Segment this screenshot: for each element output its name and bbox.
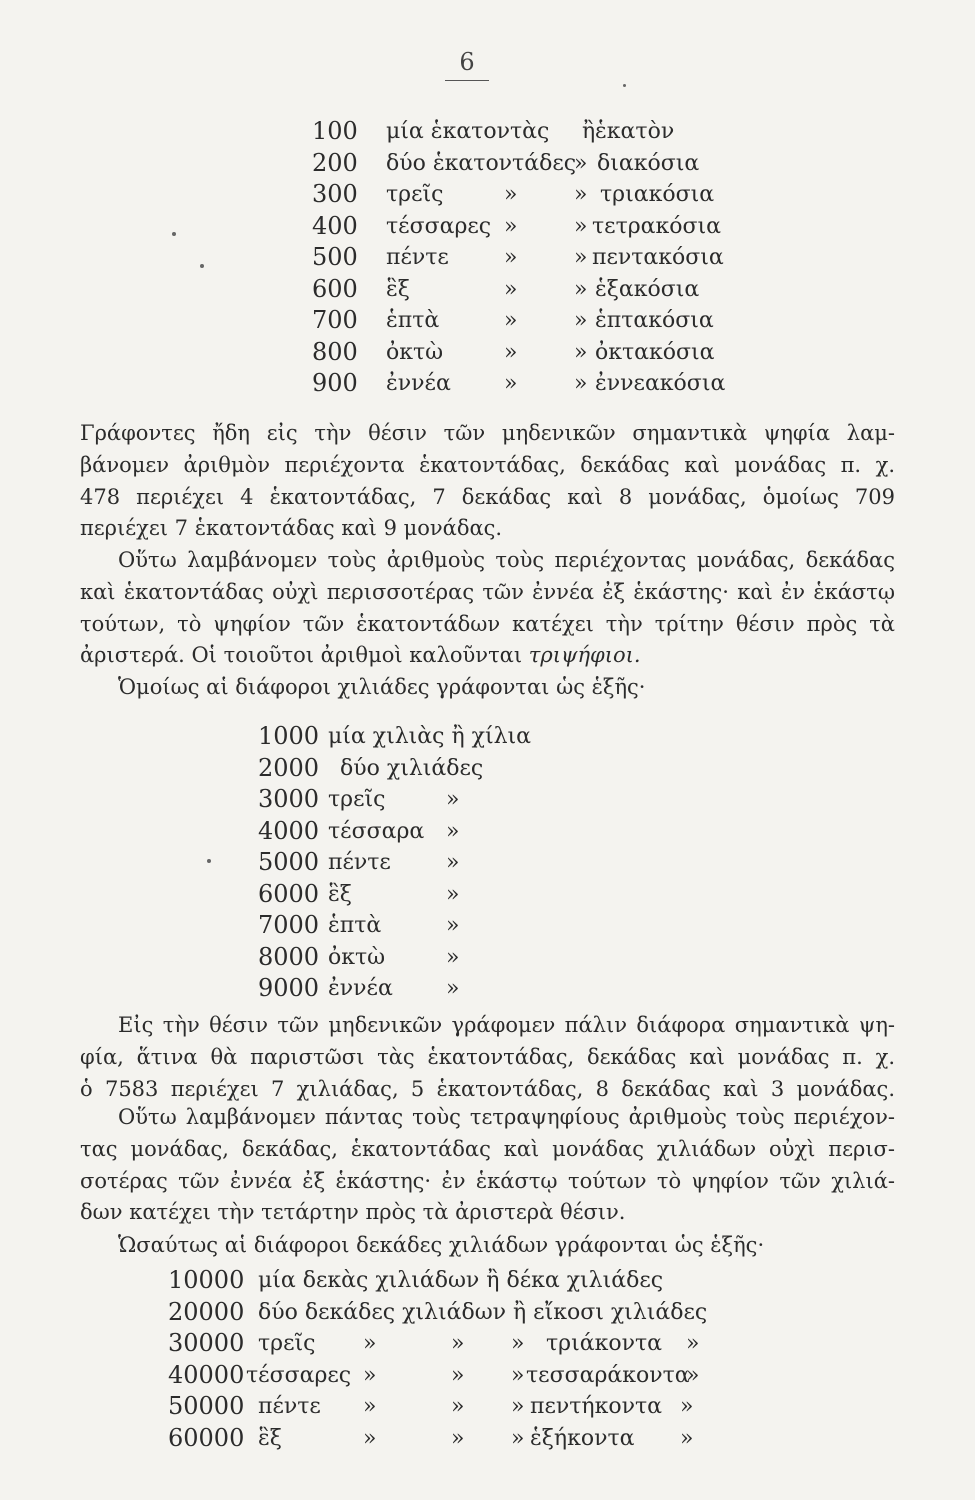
- ditto-mark: »: [446, 787, 460, 812]
- ditto-mark: »: [504, 371, 518, 396]
- text-line: τας μονάδας, δεκάδας, ἑκατοντάδας καὶ μονάδας χιλιάδων οὐχὶ περισ-: [80, 1136, 895, 1161]
- ditto-mark: »: [446, 944, 460, 970]
- text-line: Ὁμοίως αἱ διάφοροι χιλιάδες γράφονται ὡς ἑξῆς·: [118, 675, 646, 699]
- paragraph-6: [80, 1230, 895, 1262]
- table-row: [168, 1297, 728, 1329]
- word-cell: ὀκτὼ: [386, 339, 444, 365]
- tenthousands-table: [168, 1265, 728, 1454]
- table-row: [258, 753, 578, 785]
- table-row: [312, 305, 792, 337]
- table-row: [312, 274, 792, 306]
- ditto-mark: »: [574, 371, 588, 396]
- ditto-mark: »: [504, 339, 518, 365]
- word-cell: μία ἑκατοντὰς: [386, 119, 550, 144]
- number-cell: 8000: [258, 942, 320, 971]
- ditto-mark: »: [511, 1331, 525, 1356]
- ditto-mark: »: [574, 245, 588, 270]
- number-cell: 800: [312, 337, 358, 366]
- page-number: 6: [445, 48, 489, 81]
- text-line: 478 περιέχει 4 ἑκατοντάδας, 7 δεκάδας καὶ 8 μονάδας, ὁμοίως 709: [80, 484, 895, 509]
- word-cell: ἓξ: [328, 881, 352, 907]
- value-cell: πεντακόσια: [592, 245, 724, 270]
- number-cell: 10000: [168, 1266, 245, 1294]
- table-row: [168, 1265, 728, 1297]
- text-line: τούτων, τὸ ψηφίον τῶν ἑκατοντάδων κατέχει τὴν τρίτην θέσιν πρὸς τὰ: [80, 611, 895, 636]
- text-line: Οὕτω λαμβάνομεν τοὺς ἀριθμοὺς τοὺς περιέχοντας μονάδας, δεκάδας: [118, 548, 895, 572]
- table-row: [258, 942, 578, 974]
- ditto-mark: »: [504, 245, 518, 270]
- ditto-mark: »: [451, 1394, 465, 1419]
- text-line: Εἰς τὴν θέσιν τῶν μηδενικῶν γράφομεν πάλιν διάφορα σημαντικὰ ψη-: [118, 1013, 895, 1037]
- value-cell: ἑξήκοντα: [530, 1425, 635, 1451]
- ditto-mark: »: [446, 913, 460, 938]
- word-cell: ἐννέα: [386, 371, 451, 396]
- word-cell: ἑπτὰ: [386, 308, 440, 333]
- ditto-mark: ἢ: [582, 119, 596, 144]
- ditto-mark: »: [574, 150, 588, 176]
- table-row: [168, 1423, 728, 1455]
- word-cell: ἑπτὰ: [328, 913, 382, 938]
- number-cell: 900: [312, 369, 358, 397]
- number-cell: 30000: [168, 1329, 245, 1357]
- text-line: Ὡσαύτως αἱ διάφοροι δεκάδες χιλιάδων γράφονται ὡς ἑξῆς·: [118, 1233, 765, 1257]
- word-cell: πέντε: [258, 1394, 321, 1419]
- value-cell: τριακόσια: [600, 182, 715, 207]
- text-line: Οὕτω λαμβάνομεν πάντας τοὺς τετραψηφίους ἀριθμοὺς τοὺς περιέχον-: [118, 1105, 895, 1129]
- number-cell: 9000: [258, 974, 320, 1002]
- table-row: [168, 1328, 728, 1360]
- value-cell: ἑξακόσια: [595, 276, 700, 302]
- table-row: [258, 910, 578, 942]
- text-line: δων κατέχει τὴν τετάρτην πρὸς τὰ ἀριστερὰ θέσιν.: [80, 1200, 626, 1225]
- ditto-mark: »: [451, 1362, 465, 1388]
- text-line: καὶ ἑκατοντάδας οὐχὶ περισσοτέρας τῶν ἐννέα ἐξ ἑκάστης· καὶ ἐν ἑκάστῳ: [80, 579, 895, 604]
- number-cell: 400: [312, 211, 358, 240]
- number-cell: 500: [312, 243, 358, 271]
- ditto-mark: »: [363, 1425, 377, 1451]
- number-cell: 5000: [258, 848, 320, 876]
- paragraph-1: [80, 418, 895, 545]
- word-cell: τέσσαρες: [246, 1362, 352, 1388]
- ditto-mark: »: [511, 1394, 525, 1419]
- table-row: [258, 847, 578, 879]
- word-cell: μία χιλιὰς ἢ χίλια: [328, 724, 532, 749]
- ditto-mark: »: [680, 1425, 694, 1451]
- ditto-mark: »: [363, 1394, 377, 1419]
- number-cell: 700: [312, 306, 358, 334]
- value-cell: ἑκατὸν: [595, 119, 675, 144]
- paragraph-5: [80, 1102, 895, 1229]
- number-cell: 200: [312, 148, 358, 177]
- table-row: [258, 784, 578, 816]
- value-cell: τεσσαράκοντα: [526, 1362, 690, 1388]
- paragraph-3: [80, 672, 895, 704]
- table-row: [312, 116, 792, 148]
- word-cell: ἓξ: [258, 1425, 282, 1451]
- table-row: [312, 148, 792, 180]
- ditto-mark: »: [511, 1425, 525, 1451]
- thousands-table: [258, 721, 578, 1005]
- table-row: [258, 973, 578, 1005]
- ditto-mark: »: [446, 850, 460, 875]
- ditto-mark: »: [574, 339, 588, 365]
- ditto-mark: »: [511, 1362, 525, 1388]
- word-cell: τρεῖς: [386, 182, 444, 207]
- word-cell: δύο χιλιάδες: [340, 755, 484, 781]
- hundreds-table: [312, 116, 792, 400]
- number-cell: 7000: [258, 911, 320, 939]
- word-cell: πέντε: [386, 245, 449, 270]
- table-row: [258, 721, 578, 753]
- table-row: [258, 879, 578, 911]
- word-cell: ἓξ: [386, 276, 410, 302]
- ditto-mark: »: [504, 182, 518, 207]
- text-line: βάνομεν ἀριθμὸν περιέχοντα ἑκατοντάδας, δεκάδας καὶ μονάδας π. χ.: [80, 452, 895, 477]
- word-cell: τέσσαρα: [328, 818, 425, 844]
- value-cell: τετρακόσια: [592, 213, 722, 239]
- text-line: περιέχει 7 ἑκατοντάδας καὶ 9 μονάδας.: [80, 516, 503, 541]
- value-cell: ὀκτακόσια: [595, 339, 715, 365]
- print-speck: [200, 264, 204, 268]
- ditto-mark: »: [446, 976, 460, 1001]
- ditto-mark: »: [680, 1394, 694, 1419]
- number-cell: 3000: [258, 785, 320, 813]
- word-cell: πέντε: [328, 850, 391, 875]
- ditto-mark: »: [504, 276, 518, 302]
- print-speck: [172, 232, 176, 236]
- text-line: φία, ἅτινα θὰ παριστῶσι τὰς ἑκατοντάδας, δεκάδας καὶ μονάδας π. χ.: [80, 1044, 895, 1069]
- number-cell: 300: [312, 180, 358, 208]
- number-cell: 600: [312, 274, 358, 303]
- ditto-mark: »: [451, 1425, 465, 1451]
- table-row: [312, 337, 792, 369]
- ditto-mark: »: [504, 213, 518, 239]
- word-cell: τρεῖς: [258, 1331, 316, 1356]
- table-row: [168, 1391, 728, 1423]
- ditto-mark: »: [451, 1331, 465, 1356]
- print-speck: [623, 84, 626, 87]
- value-cell: διακόσια: [597, 150, 700, 176]
- print-speck: [207, 859, 211, 863]
- table-row: [312, 211, 792, 243]
- word-cell: ἐννέα: [328, 976, 393, 1001]
- number-cell: 100: [312, 117, 358, 145]
- word-cell: μία δεκὰς χιλιάδων ἢ δέκα χιλιάδες: [258, 1268, 664, 1293]
- number-cell: 40000: [168, 1360, 245, 1389]
- ditto-mark: »: [363, 1331, 377, 1356]
- text-line: Γράφοντες ἤδη εἰς τὴν θέσιν τῶν μηδενικῶν σημαντικὰ ψηφία λαμ-: [80, 421, 895, 445]
- number-cell: 20000: [168, 1297, 245, 1326]
- paragraph-2: [80, 545, 895, 672]
- word-cell: δύο δεκάδες χιλιάδων ἢ εἴκοσι χιλιάδες: [258, 1299, 708, 1325]
- ditto-mark: »: [446, 818, 460, 844]
- term-triphiphioi: τριψήφιοι.: [528, 643, 641, 668]
- ditto-mark: »: [363, 1362, 377, 1388]
- ditto-mark: »: [574, 308, 588, 333]
- ditto-mark: »: [574, 182, 588, 207]
- ditto-mark: »: [446, 881, 460, 907]
- number-cell: 2000: [258, 753, 320, 782]
- text-line: ὁ 7583 περιέχει 7 χιλιάδας, 5 ἑκατοντάδας, 8 δεκάδας καὶ 3 μονάδας.: [80, 1076, 895, 1101]
- table-row: [258, 816, 578, 848]
- word-cell: τρεῖς: [328, 787, 386, 812]
- text-line: [80, 640, 895, 672]
- value-cell: πεντήκοντα: [530, 1394, 662, 1419]
- number-cell: 50000: [168, 1392, 245, 1420]
- word-cell: ὀκτὼ: [328, 944, 386, 970]
- table-row: [312, 242, 792, 274]
- word-cell: δύο ἑκατοντάδες: [386, 150, 577, 176]
- table-row: [168, 1360, 728, 1392]
- value-cell: τριάκοντα: [546, 1331, 662, 1356]
- ditto-mark: »: [686, 1362, 700, 1388]
- text-line: σοτέρας τῶν ἐννέα ἐξ ἑκάστης· ἐν ἑκάστῳ τούτων τὸ ψηφίον τῶν χιλιά-: [80, 1168, 895, 1193]
- number-cell: 6000: [258, 879, 320, 908]
- ditto-mark: »: [574, 276, 588, 302]
- value-cell: ἐννεακόσια: [595, 371, 726, 396]
- paragraph-4: [80, 1010, 895, 1105]
- value-cell: ἑπτακόσια: [595, 308, 714, 333]
- text-line-start: ἀριστερά. Οἱ τοιοῦτοι ἀριθμοὶ καλοῦνται: [80, 643, 529, 668]
- ditto-mark: »: [504, 308, 518, 333]
- word-cell: τέσσαρες: [386, 213, 492, 239]
- number-cell: 4000: [258, 816, 320, 845]
- number-cell: 60000: [168, 1423, 245, 1452]
- ditto-mark: »: [574, 213, 588, 239]
- table-row: [312, 368, 792, 400]
- number-cell: 1000: [258, 722, 320, 750]
- table-row: [312, 179, 792, 211]
- ditto-mark: »: [686, 1331, 700, 1356]
